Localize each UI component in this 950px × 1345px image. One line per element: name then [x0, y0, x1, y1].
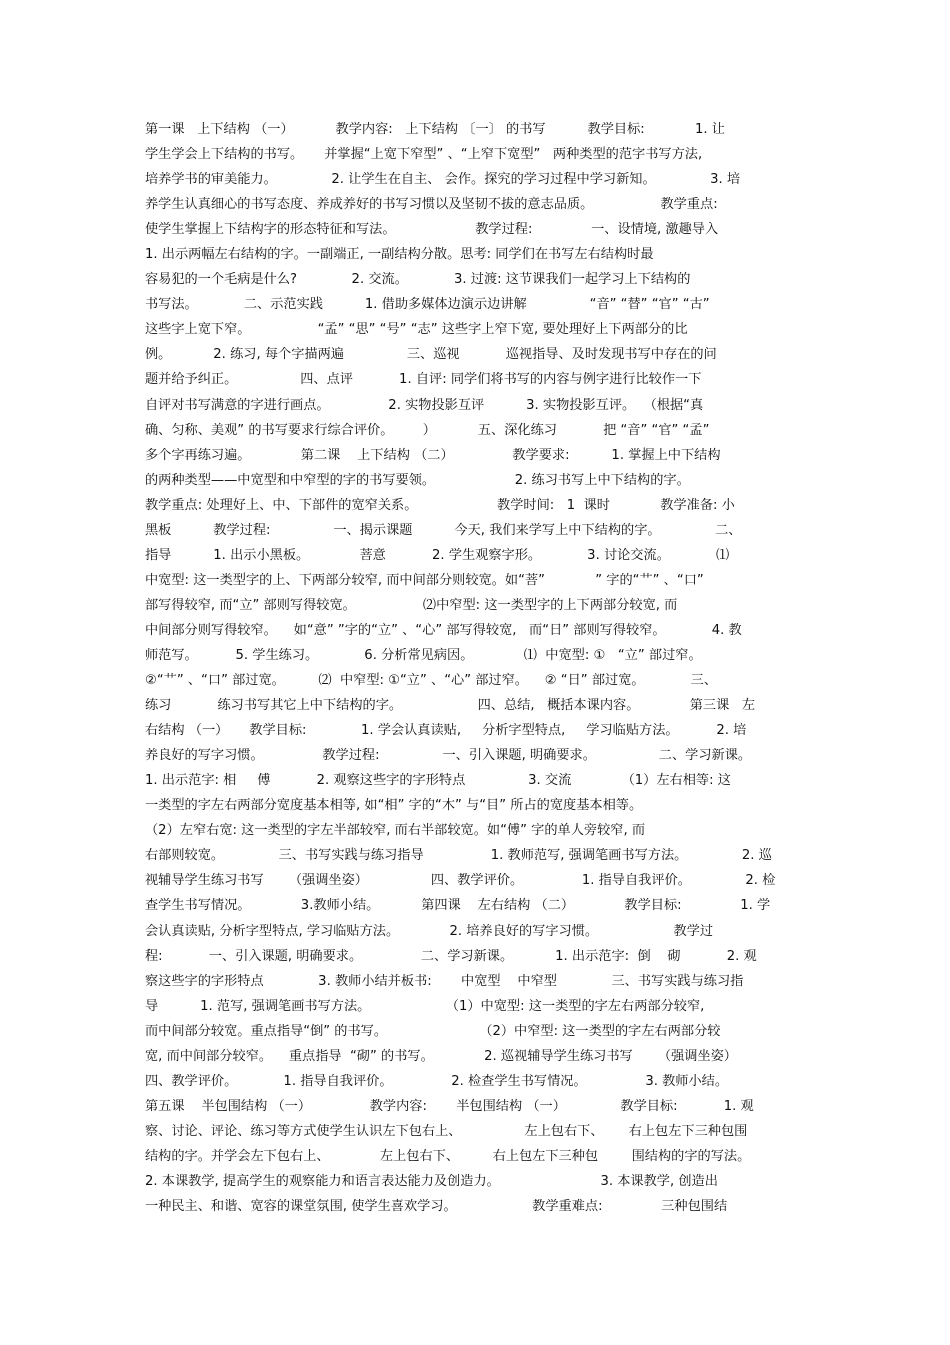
- text-line: 右部则较宽。 三、书写实践与练习指导 1. 教师范写, 强调笔画书写方法。 2. 巡: [145, 848, 772, 864]
- text-line: 这些字上宽下窄。 “孟” “思” “号” “志” 这些字上窄下宽, 要处理好上下两部分的比: [145, 322, 688, 338]
- text-line: 四、教学评价。 1. 指导自我评价。 2. 检查学生书写情况。 3. 教师小结。: [145, 1073, 729, 1089]
- text-line: 第一课 上下结构 （一） 教学内容: 上下结构 〔一〕 的书写 教学目标: 1. 让: [145, 122, 725, 137]
- text-line: 查学生书写情况。 3.教师小结。 第四课 左右结构 （二） 教学目标: 1. 学: [145, 898, 771, 914]
- text-line: 题并给予纠正。 四、点评 1. 自评: 同学们将书写的内容与例字进行比较作一下: [145, 372, 702, 388]
- text-line: 自评对书写满意的字进行画点。 2. 实物投影互评 3. 实物投影互评。 （根据“真: [145, 397, 704, 413]
- text-line: 程: 一、引入课题, 明确要求。 二、学习新课。 1. 出示范字: 倒 砌 2. 观: [145, 948, 757, 964]
- text-line: 部写得较窄, 而“立” 部则写得较宽。 ⑵中窄型: 这一类型字的上下两部分较宽, 而: [145, 597, 678, 613]
- text-line: 使学生掌握上下结构字的形态特征和写法。 教学过程: 一、设情境, 激趣导入: [145, 222, 719, 238]
- text-line: 1. 出示范字: 相 傅 2. 观察这些字的字形特点 3. 交流 （1）左右相等: 这: [145, 773, 731, 789]
- text-line: 第五课 半包围结构 （一） 教学内容: 半包围结构 （一） 教学目标: 1. 观: [145, 1098, 754, 1114]
- text-line: 中间部分则写得较窄。 如“意” ”字的“立” 、“心” 部写得较宽, 而“日” 部则写得较窄。 4. 教: [145, 622, 742, 638]
- text-line: 教学重点: 处理好上、中、下部件的宽窄关系。 教学时间: 1 课时 教学准备: 小: [145, 497, 735, 513]
- lesson-plan-text: [145, 117, 810, 1219]
- text-line: 而中间部分较宽。重点指导“倒” 的书写。 （2）中窄型: 这一类型的字左右两部分较: [145, 1023, 721, 1039]
- text-line: 结构的字。并学会左下包右上、 左上包右下、 右上包左下三种包 围结构的字的写法。: [145, 1148, 751, 1164]
- text-line: 指导 1. 出示小黑板。 菩意 2. 学生观察字形。 3. 讨论交流。 ⑴: [145, 547, 730, 563]
- text-line: 练习 练习书写其它上中下结构的字。 四、总结, 概括本课内容。 第三课 左: [145, 698, 756, 714]
- text-line: 会认真读贴, 分析字型特点, 学习临贴方法。 2. 培养良好的写字习惯。 教学过: [145, 923, 714, 939]
- text-line: 的两种类型——中宽型和中窄型的字的书写要领。 2. 练习书写上中下结构的字。: [145, 472, 690, 488]
- text-line: 容易犯的一个毛病是什么? 2. 交流。 3. 过渡: 这节课我们一起学习上下结构的: [145, 272, 691, 288]
- text-line: 培养学书的审美能力。 2. 让学生在自主、 会作。探究的学习过程中学习新知。 3. 培: [145, 172, 741, 188]
- text-line: ②“艹” 、“口” 部过宽。 ⑵ 中窄型: ①“立” 、“心” 部过窄。 ② “日” 部过宽。 三、: [145, 673, 718, 689]
- text-line: 师范写。 5. 学生练习。 6. 分析常见病因。 ⑴ 中宽型: ① “立” 部过窄。: [145, 647, 702, 663]
- text-line: 2. 本课教学, 提高学生的观察能力和语言表达能力及创造力。 3. 本课教学, 创造出: [145, 1173, 718, 1189]
- text-line: 右结构 （一） 教学目标: 1. 学会认真读贴, 分析字型特点, 学习临贴方法。 2. 培: [145, 723, 747, 739]
- text-line: 一类型的字左右两部分宽度基本相等, 如“相” 字的“木” 与“目” 所占的宽度基本相等。: [145, 798, 643, 814]
- text-line: （2）左窄右宽: 这一类型的字左半部较窄, 而右半部较宽。如“傅” 字的单人旁较窄, 而: [145, 823, 646, 839]
- text-line: 1. 出示两幅左右结构的字。一副端正, 一副结构分散。思考: 同学们在书写左右结构时最: [145, 247, 654, 263]
- text-line: 例。 2. 练习, 每个字描两遍 三、巡视 巡视指导、及时发现书写中存在的问: [145, 347, 717, 363]
- text-line: 宽, 而中间部分较窄。 重点指导 “砌” 的书写。 2. 巡视辅导学生练习书写 （强调坐姿）: [145, 1048, 737, 1064]
- text-line: 视辅导学生练习书写 （强调坐姿） 四、教学评价。 1. 指导自我评价。 2. 检: [145, 873, 776, 889]
- text-line: 察这些字的字形特点 3. 教师小结并板书: 中宽型 中窄型 三、书写实践与练习指: [145, 973, 744, 989]
- text-line: 养良好的写字习惯。 教学过程: 一、引入课题, 明确要求。 二、学习新课。: [145, 748, 752, 764]
- text-line: 多个字再练习遍。 第二课 上下结构 （二） 教学要求: 1. 掌握上中下结构: [145, 447, 721, 463]
- text-line: 确、匀称、美观” 的书写要求行综合评价。 ） 五、深化练习 把 “音” “官” “孟”: [145, 422, 710, 438]
- text-line: 导 1. 范写, 强调笔画书写方法。 （1）中宽型: 这一类型的字左右两部分较窄,: [145, 998, 705, 1014]
- text-line: 养学生认真细心的书写态度、养成养好的书写习惯以及坚韧不拔的意志品质。 教学重点:: [145, 197, 718, 213]
- text-line: 书写法。 二、示范实践 1. 借助多媒体边演示边讲解 “音” “替” “官” “古”: [145, 297, 710, 313]
- text-line: 一种民主、和谐、宽容的课堂氛围, 使学生喜欢学习。 教学重难点: 三种包围结: [145, 1199, 728, 1215]
- text-line: 学生学会上下结构的书写。 并掌握“上宽下窄型” 、“上窄下宽型” 两种类型的范字书写方法,: [145, 147, 703, 163]
- text-line: 察、讨论、评论、练习等方式使学生认识左下包右上、 左上包右下、 右上包左下三种包围: [145, 1123, 748, 1139]
- text-line: 中宽型: 这一类型字的上、下两部分较窄, 而中间部分则较宽。如“菩” ” 字的“艹” 、“口”: [145, 572, 704, 588]
- text-line: 黑板 教学过程: 一、揭示课题 今天, 我们来学写上中下结构的字。 二、: [145, 522, 742, 538]
